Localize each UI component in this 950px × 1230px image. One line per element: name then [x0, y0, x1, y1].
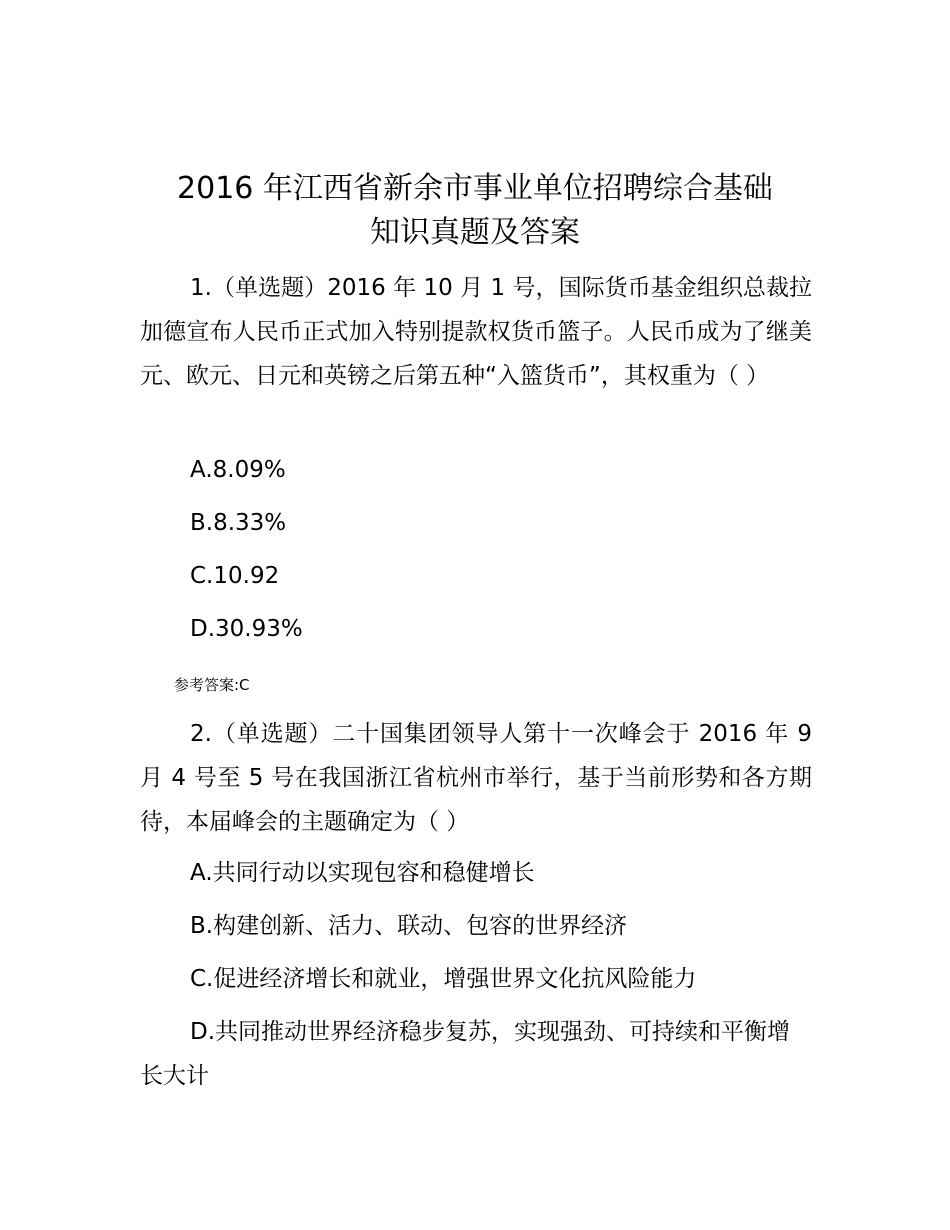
question-2-option-d: D.共同推动世界经济稳步复苏，实现强劲、可持续和平衡增长大计 [140, 1019, 791, 1089]
question-2-option-b: B.构建创新、活力、联动、包容的世界经济 [190, 913, 628, 939]
question-2-option-c: C.促进经济增长和就业，增强世界文化抗风险能力 [190, 966, 697, 992]
question-1-answer: 参考答案:C [174, 676, 250, 694]
question-1-stem: 1.（单选题）2016 年 10 月 1 号，国际货币基金组织总裁拉加德宣布人民币正式加入特别提款权货币篮子。人民币成为了继美元、欧元、日元和英镑之后第五种“入篮货币”，其权重为（ ） [140, 275, 812, 389]
question-1-option-b: B.8.33% [190, 510, 287, 536]
title-line-1: 2016 年江西省新余市事业单位招聘综合基础 [177, 171, 773, 206]
question-1-option-a: A.8.09% [190, 457, 286, 483]
question-2-stem: 2.（单选题）二十国集团领导人第十一次峰会于 2016 年 9 月 4 号至 5 号在我国浙江省杭州市举行，基于当前形势和各方期待，本届峰会的主题确定为（ ） [140, 721, 812, 835]
title-line-2: 知识真题及答案 [370, 215, 580, 250]
question-2-option-a: A.共同行动以实现包容和稳健增长 [190, 860, 535, 886]
question-1-option-d: D.30.93% [190, 616, 303, 642]
question-1-option-c: C.10.92 [190, 563, 280, 589]
document-title [140, 167, 810, 255]
